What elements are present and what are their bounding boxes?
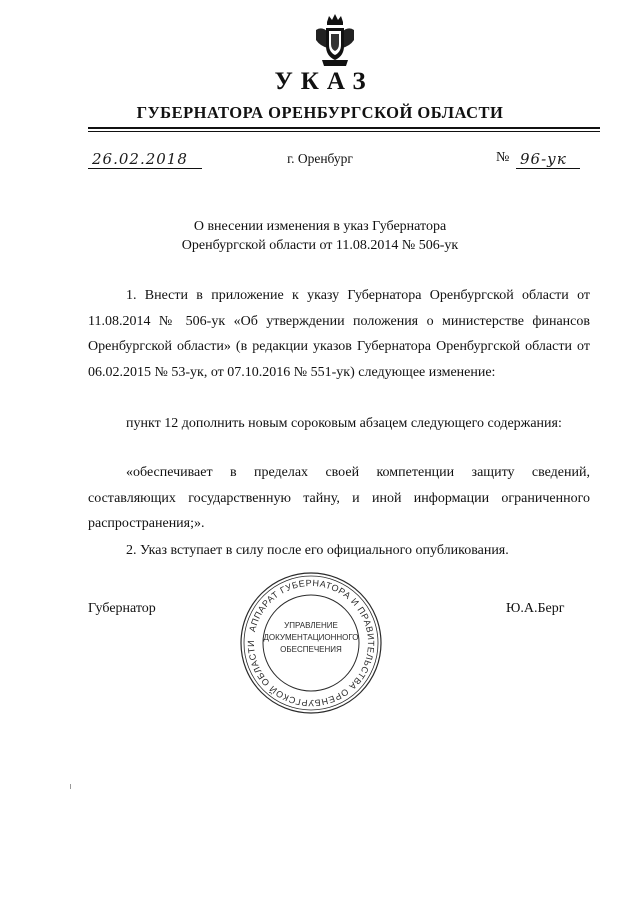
paragraph-1: 1. Внести в приложение к указу Губернатора Оренбургской области от 11.08.2014 № 506-ук «Об утверждении положения о министерстве финансов Оренбургской области» (в редакции указов Губернатора Оренбургской области от 06.02.2015 № 53-ук, от 07.10.2016 № 551-ук) следующее изменение: [88, 288, 590, 380]
paragraph-3: «обеспечивает в пределах своей компетенции защиту сведений, составляющих государственную тайну, и иной информации ограниченного распространения;». [88, 465, 590, 531]
signatory-name: Ю.А.Берг [506, 601, 565, 616]
header-rule-thin [88, 131, 600, 132]
decree-number-label: № [496, 150, 510, 165]
decree-date: 26.02.2018 [88, 150, 202, 169]
decree-number: 96-ук [516, 150, 580, 169]
paragraph-2: пункт 12 дополнить новым сороковым абзацем следующего содержания: [126, 416, 562, 431]
document-type-title: УКАЗ [274, 68, 374, 95]
seal-ring-text: АППАРАТ ГУБЕРНАТОРА И ПРАВИТЕЛЬСТВА ОРЕНБУРГСКОЙ ОБЛАСТИ [245, 577, 377, 709]
header-rule-thick [88, 127, 600, 129]
seal-center-line-3: ОБЕСПЕЧЕНИЯ [280, 645, 342, 654]
seal-center-line-1: УПРАВЛЕНИЕ [284, 621, 338, 630]
coat-of-arms-emblem [312, 12, 358, 68]
seal-center-line-2: ДОКУМЕНТАЦИОННОГО [263, 633, 359, 642]
decree-heading-line-2: Оренбургской области от 11.08.2014 № 506-ук [181, 237, 459, 253]
svg-text:АППАРАТ ГУБЕРНАТОРА И ПРАВИТЕЛ [246, 578, 376, 708]
decree-heading-line-1: О внесении изменения в указ Губернатора [193, 219, 447, 234]
issuer-title: ГУБЕРНАТОРА ОРЕНБУРГСКОЙ ОБЛАСТИ [136, 103, 504, 122]
paragraph-4: 2. Указ вступает в силу после его официального опубликования. [126, 543, 509, 558]
scan-margin-mark [70, 784, 71, 789]
decree-heading [0, 218, 640, 255]
signatory-position: Губернатор [88, 601, 156, 616]
decree-city: г. Оренбург [287, 151, 353, 166]
official-seal-stamp [236, 568, 386, 718]
